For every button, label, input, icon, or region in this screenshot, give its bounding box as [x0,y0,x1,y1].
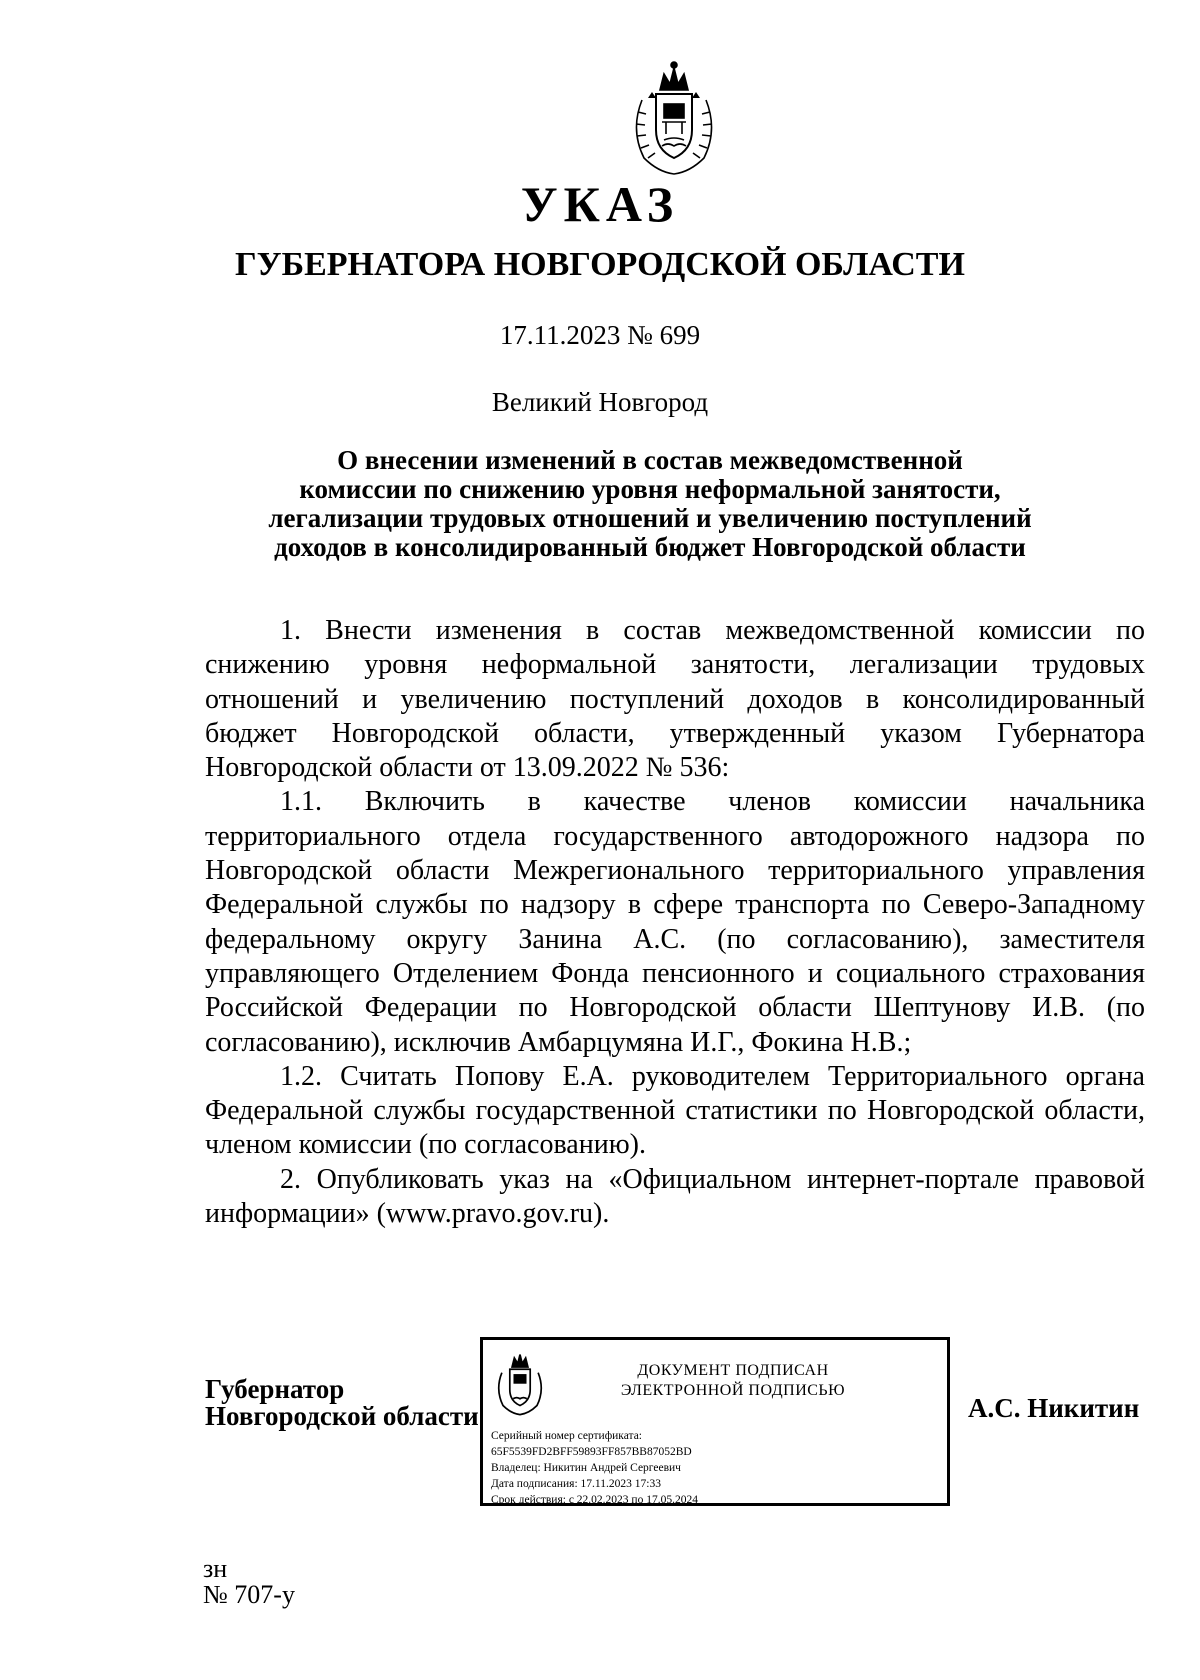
document-place: Великий Новгород [491,387,709,417]
cert-validity: Срок действия: с 22.02.2023 по 17.05.2024 [491,1494,698,1506]
cert-owner: Владелец: Никитин Андрей Сергеевич [491,1462,681,1474]
footer-initials: зн [203,1554,228,1583]
document-title: УКАЗ [520,176,680,232]
heading-line: легализации трудовых отношений и увеличению поступлений [268,503,1032,533]
stamp-header: ДОКУМЕНТ ПОДПИСАН [637,1362,829,1379]
footer-number: № 707-у [203,1580,295,1609]
signed-date: Дата подписания: 17.11.2023 17:33 [491,1478,661,1490]
signatory-name: А.С. Никитин [968,1393,1140,1423]
position-line: Новгородской области [205,1401,479,1431]
document-date-number: 17.11.2023 № 699 [499,320,701,350]
document-body [205,614,1145,1231]
document-subtitle: ГУБЕРНАТОРА НОВГОРОДСКОЙ ОБЛАСТИ [235,246,965,283]
heading-line: доходов в консолидированный бюджет Новгородской области [274,532,1026,562]
stamp-details [491,1428,698,1508]
paragraph-1-1: 1.1. Включить в качестве членов комиссии начальника территориального отдела государственного автодорожного надзора по Новгородской области Межрегионального территориального управления Федеральной службы по надзору в сфере транспорта по Северо-Западному федеральному округу Занина А.С. (по согласованию), заместителя управляющего Отделением Фонда пенсионного и социального страхования Российской Федерации по Новгородской области Шептунову И.В. (по согласованию), исключив Амбарцумяна И.Г., Фокина Н.В.; [205,786,1145,1058]
heading-line: О внесении изменений в состав межведомственной [337,445,963,475]
coat-of-arms-icon [624,60,724,180]
cert-number: 65F5539FD2BFF59893FF857BB87052BD [491,1446,692,1458]
document-heading [200,446,1100,562]
paragraph-1: 1. Внести изменения в состав межведомственной комиссии по снижению уровня неформальной занятости, легализации трудовых отношений и увеличению поступлений доходов в консолидированный бюджет Новгородской области, утвержденный указом Губернатора Новгородской области от 13.09.2022 № 536: [205,615,1145,784]
signatory-position [205,1376,479,1430]
paragraph-2: 2. Опубликовать указ на «Официальном интернет-портале правовой информации» (www.pravo.gov.ru). [205,1163,1145,1230]
document-footer [203,1556,295,1608]
paragraph-1-2: 1.2. Считать Попову Е.А. руководителем Территориального органа Федеральной службы государственной статистики по Новгородской области, членом комиссии (по согласованию). [205,1060,1145,1161]
coat-of-arms-icon [491,1350,549,1418]
stamp-header: ЭЛЕКТРОННОЙ ПОДПИСЬЮ [620,1382,846,1399]
heading-line: комиссии по снижению уровня неформальной занятости, [299,474,1001,504]
electronic-signature-stamp [480,1337,950,1506]
position-line: Губернатор [205,1374,345,1404]
cert-label: Серийный номер сертификата: [491,1430,642,1442]
